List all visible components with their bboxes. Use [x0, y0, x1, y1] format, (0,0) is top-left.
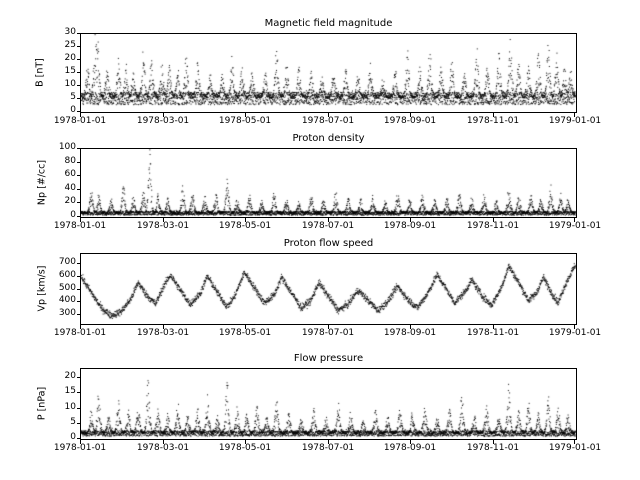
- x-tick-label: 1978-03-01: [136, 443, 190, 453]
- y-tick-label: 25: [64, 40, 76, 50]
- data-points-flow-pressure: [81, 369, 577, 440]
- x-tick-label: 1978-09-01: [383, 116, 437, 126]
- y-tick-mark: [77, 216, 81, 217]
- x-tick-label: 1978-11-01: [466, 443, 520, 453]
- y-tick-label: 0: [70, 210, 76, 220]
- y-tick-label: 20: [64, 371, 76, 382]
- plot-area-proton-flow-speed: [80, 253, 577, 325]
- panel-proton-density: [36, 133, 602, 231]
- data-points-magnetic-field: [81, 34, 577, 113]
- y-tick-label: 10: [64, 401, 76, 412]
- x-tick-label: 1978-03-01: [136, 221, 190, 231]
- y-tick-mark: [77, 408, 81, 409]
- data-points-proton-flow-speed: [81, 254, 577, 325]
- x-tick-label: 1978-03-01: [136, 116, 190, 126]
- y-tick-label: 500: [58, 282, 76, 293]
- x-tick-label: 1978-05-01: [218, 116, 272, 126]
- y-tick-label: 5: [70, 416, 76, 427]
- y-tick-mark: [77, 72, 81, 73]
- x-tick-label: 1978-09-01: [383, 328, 437, 338]
- plot-area-flow-pressure: [80, 368, 577, 440]
- y-tick-label: 400: [58, 295, 76, 306]
- x-tick-label: 1978-11-01: [466, 221, 520, 231]
- y-tick-label: 10: [64, 79, 76, 89]
- y-tick-mark: [77, 202, 81, 203]
- y-tick-mark: [77, 263, 81, 264]
- x-tick-label: 1978-05-01: [218, 328, 272, 338]
- y-tick-label: 30: [64, 27, 76, 37]
- x-tick-label: 1978-09-01: [383, 443, 437, 453]
- y-tick-mark: [77, 162, 81, 163]
- x-tick-label: 1978-01-01: [53, 443, 107, 453]
- y-tick-mark: [77, 111, 81, 112]
- plot-area-proton-density: [80, 148, 577, 218]
- y-tick-mark: [77, 438, 81, 439]
- y-tick-label: 100: [58, 142, 76, 152]
- y-tick-mark: [77, 148, 81, 149]
- panel-flow-pressure: [36, 353, 602, 453]
- x-tick-label: 1978-07-01: [301, 443, 355, 453]
- y-axis-label-magnetic-field: B [nT]: [34, 58, 46, 87]
- y-tick-mark: [77, 392, 81, 393]
- plot-area-magnetic-field: [80, 33, 577, 113]
- x-tick-label: 1978-05-01: [218, 443, 272, 453]
- y-tick-mark: [77, 33, 81, 34]
- x-tick-label: 1978-07-01: [301, 221, 355, 231]
- x-tick-label: 1979-01-01: [548, 328, 602, 338]
- x-tick-label: 1979-01-01: [548, 116, 602, 126]
- x-tick-label: 1978-11-01: [466, 116, 520, 126]
- panel-proton-flow-speed: [36, 238, 602, 338]
- panel-title-magnetic-field: Magnetic field magnitude: [264, 18, 393, 29]
- x-tick-label: 1978-07-01: [301, 328, 355, 338]
- y-axis-label-proton-flow-speed: Vp [km/s]: [36, 265, 48, 312]
- y-tick-label: 80: [64, 155, 76, 166]
- x-tick-label: 1978-03-01: [136, 328, 190, 338]
- y-tick-label: 5: [70, 92, 76, 102]
- y-tick-label: 60: [64, 169, 76, 180]
- x-tick-label: 1978-01-01: [53, 116, 107, 126]
- y-tick-label: 20: [64, 196, 76, 207]
- y-tick-mark: [77, 59, 81, 60]
- x-tick-label: 1978-01-01: [53, 328, 107, 338]
- y-tick-label: 15: [64, 66, 76, 76]
- y-tick-mark: [77, 377, 81, 378]
- y-tick-label: 15: [64, 386, 76, 397]
- y-tick-label: 700: [58, 257, 76, 268]
- x-tick-label: 1978-01-01: [53, 221, 107, 231]
- y-tick-mark: [77, 301, 81, 302]
- y-tick-label: 40: [64, 182, 76, 193]
- x-tick-label: 1978-11-01: [466, 328, 520, 338]
- y-axis-label-flow-pressure: P [nPa]: [36, 386, 48, 421]
- y-tick-label: 0: [70, 105, 76, 115]
- panel-title-proton-density: Proton density: [292, 133, 365, 144]
- y-tick-mark: [77, 46, 81, 47]
- y-tick-mark: [77, 423, 81, 424]
- y-tick-mark: [77, 85, 81, 86]
- x-tick-label: 1979-01-01: [548, 221, 602, 231]
- y-tick-mark: [77, 289, 81, 290]
- panel-title-flow-pressure: Flow pressure: [293, 353, 364, 364]
- panel-title-proton-flow-speed: Proton flow speed: [283, 238, 374, 249]
- x-tick-label: 1978-09-01: [383, 221, 437, 231]
- y-tick-label: 20: [64, 53, 76, 63]
- y-tick-label: 600: [58, 269, 76, 280]
- y-axis-label-proton-density: Np [#/cc]: [36, 159, 48, 206]
- y-tick-mark: [77, 98, 81, 99]
- y-tick-mark: [77, 175, 81, 176]
- x-tick-label: 1979-01-01: [548, 443, 602, 453]
- y-tick-mark: [77, 189, 81, 190]
- panel-magnetic-field: [34, 18, 602, 126]
- x-tick-label: 1978-05-01: [218, 221, 272, 231]
- y-tick-label: 300: [58, 308, 76, 319]
- y-tick-mark: [77, 276, 81, 277]
- y-tick-label: 0: [70, 432, 76, 442]
- data-points-proton-density: [81, 149, 577, 218]
- x-tick-label: 1978-07-01: [301, 116, 355, 126]
- y-tick-mark: [77, 314, 81, 315]
